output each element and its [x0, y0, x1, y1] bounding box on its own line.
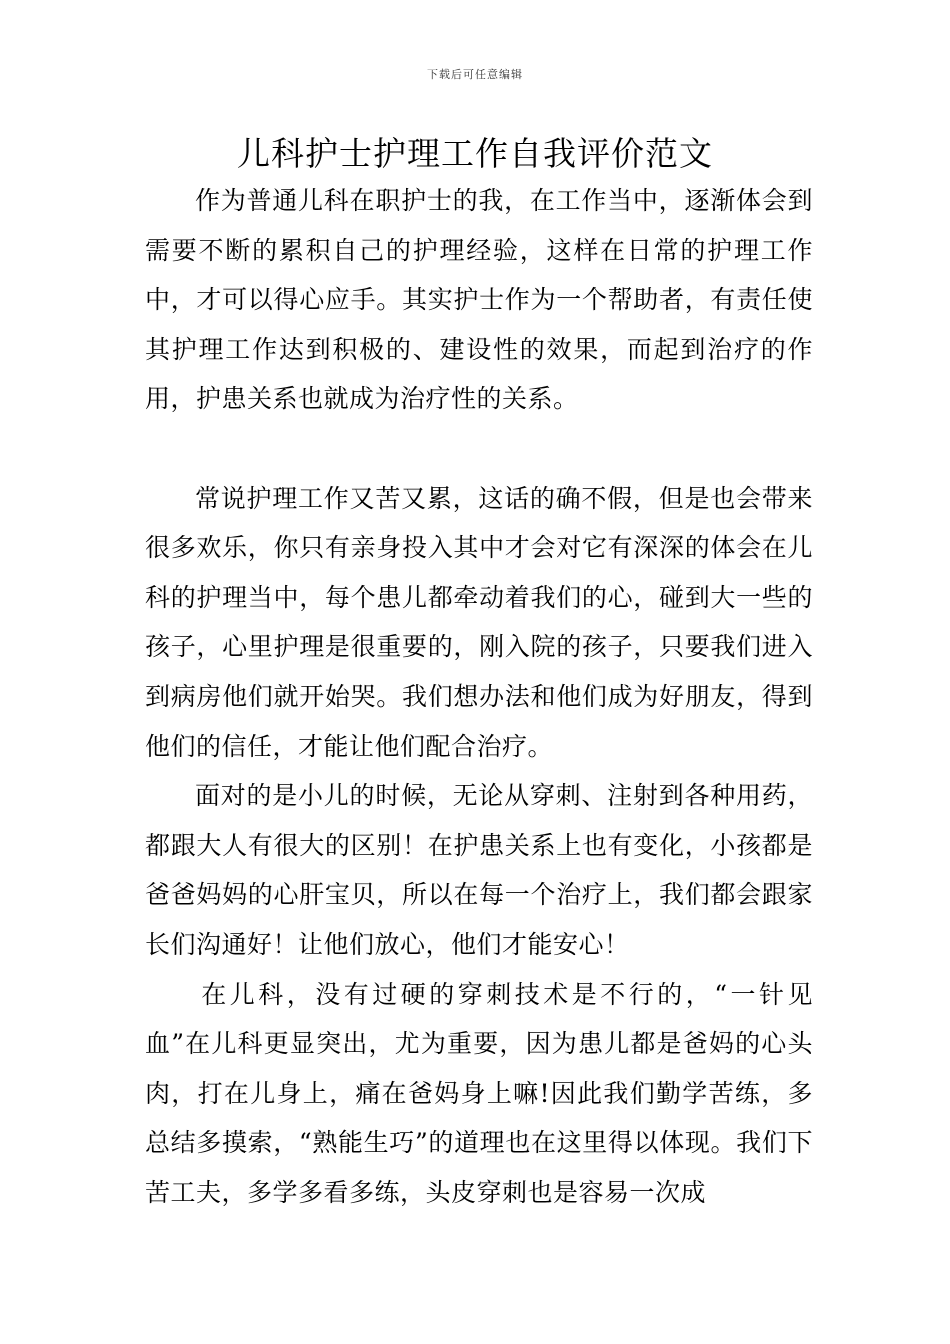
document-title: 儿科护士护理工作自我评价范文 [237, 134, 713, 173]
paragraph-1: 作为普通儿科在职护士的我，在工作当中，逐渐体会到需要不断的累积自己的护理经验，这样在日常的护理工作中，才可以得心应手。其实护士作为一个帮助者，有责任使其护理工作达到积极的、建设性的效果，而起到治疗的作用，护患关系也就成为治疗性的关系。 [145, 186, 813, 414]
document-body [145, 176, 813, 1217]
paragraph-2: 常说护理工作又苦又累，这话的确不假，但是也会带来很多欢乐，你只有亲身投入其中才会对它有深深的体会在儿科的护理当中，每个患儿都牵动着我们的心，碰到大一些的孩子，心里护理是很重要的，刚入院的孩子，只要我们进入到病房他们就开始哭。我们想办法和他们成为好朋友，得到他们的信任，才能让他们配合治疗。 [145, 483, 813, 761]
header-note: 下载后可任意编辑 [427, 68, 523, 81]
paragraph-4: 在儿科，没有过硬的穿刺技术是不行的，“一针见血”在儿科更显突出，尤为重要，因为患儿都是爸妈的心头肉，打在儿身上，痛在爸妈身上嘛!因此我们勤学苦练，多总结多摸索，“熟能生巧”的道理也在这里得以体现。我们下苦工夫，多学多看多练，头皮穿刺也是容易一次成 [145, 979, 813, 1207]
paragraph-3: 面对的是小儿的时候，无论从穿刺、注射到各种用药，都跟大人有很大的区别！在护患关系上也有变化，小孩都是爸爸妈妈的心肝宝贝，所以在每一个治疗上，我们都会跟家长们沟通好！让他们放心，他们才能安心！ [145, 781, 813, 959]
